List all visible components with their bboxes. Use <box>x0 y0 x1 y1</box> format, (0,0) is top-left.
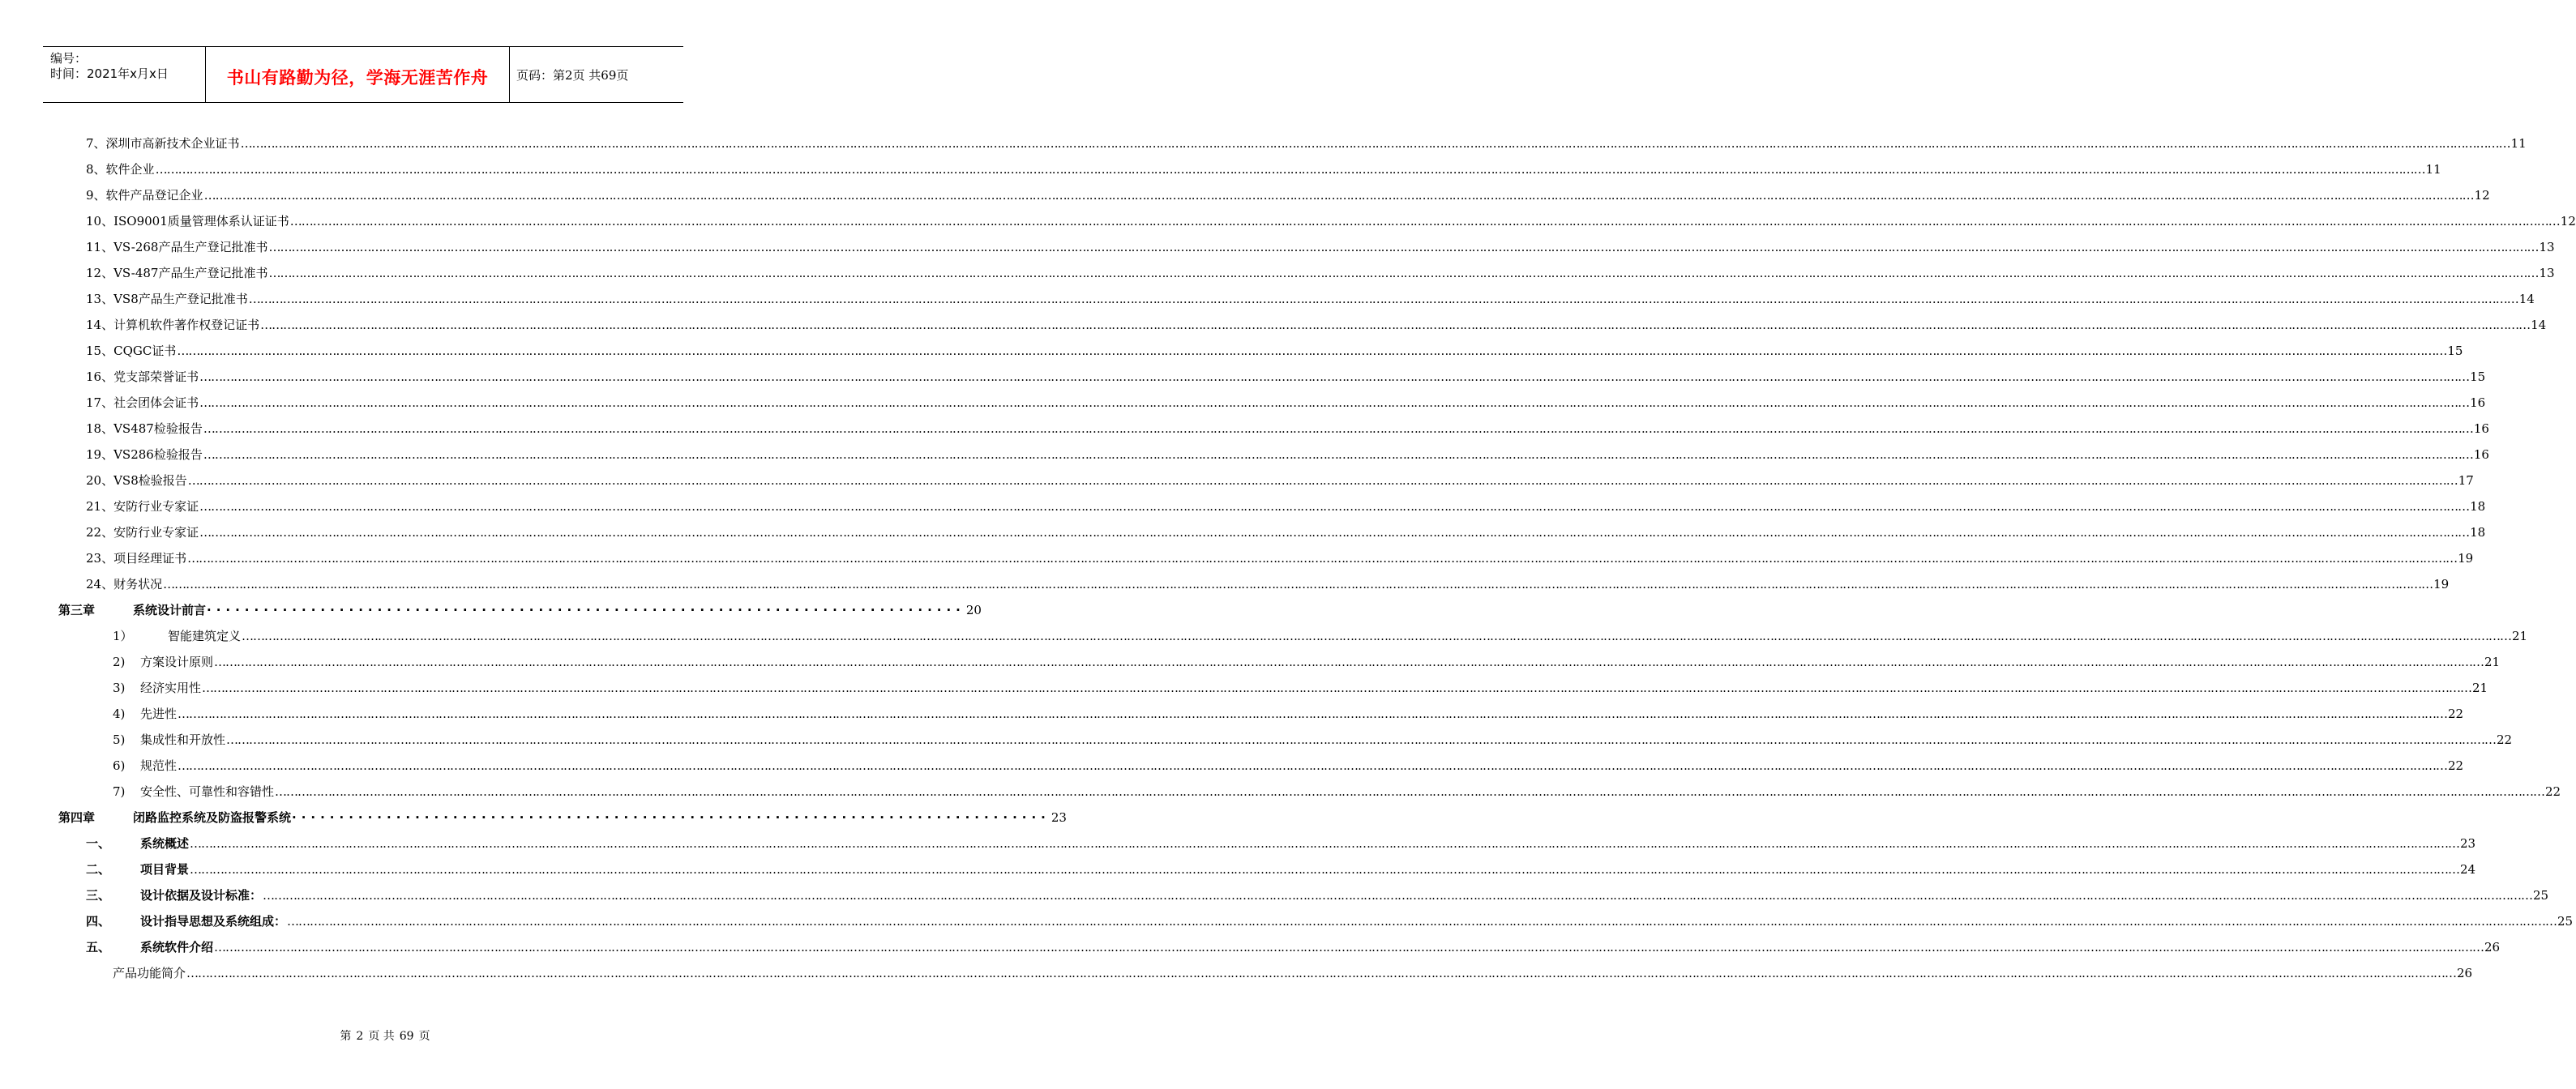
toc-entry-label: 设计依据及设计标准： <box>140 888 263 903</box>
toc-entry-number: 五、 <box>86 940 111 954</box>
toc-entry-label: 智能建筑定义 <box>168 629 242 643</box>
toc-entry-label: 计算机软件著作权登记证书 <box>113 318 260 332</box>
toc-entry[interactable] <box>113 705 2464 723</box>
toc-entry[interactable] <box>86 912 2574 930</box>
toc-leader-dots: …………………………………………………………………………………………………………………………………………………………………………………………………………………………………………………………………………………………………………………………………………………………………………………………………………………………………………………………………………………………………………………………………………………… <box>240 136 2510 151</box>
toc-page-number: 21 <box>2472 681 2488 695</box>
toc-leader-dots: …………………………………………………………………………………………………………………………………………………………………………………………………………………………………………………………………………………………………………………………………………………………………………………………………………………………………………………………………………………………………………………………………………………… <box>190 862 2460 877</box>
toc-entry-number: 1） <box>113 629 133 643</box>
toc-entry[interactable] <box>113 731 2513 749</box>
toc-entry-number: 一、 <box>86 836 111 851</box>
toc-entry-label: 系统设计前言 <box>133 603 207 617</box>
toc-entry-number: 22、 <box>86 525 114 540</box>
toc-entry-number: 19、 <box>86 447 114 462</box>
toc-entry-label: 先进性 <box>140 707 178 721</box>
toc-leader-dots: …………………………………………………………………………………………………………………………………………………………………………………………………………………………………………………………………………………………………………………………………………………………………………………………………………………………………………………………………………………………………………………………………………………… <box>178 707 2448 721</box>
toc-entry-label: 党支部荣誉证书 <box>113 369 199 384</box>
toc-entry-label: 社会团体会证书 <box>113 395 199 410</box>
toc-entry-number: 第三章 <box>58 603 96 617</box>
toc-leader-dots: …………………………………………………………………………………………………………………………………………………………………………………………………………………………………………………………………………………………………………………………………………………………………………………………………………………………………………………………………………………………………………………………………………………… <box>214 940 2484 954</box>
toc-leader-dots: …………………………………………………………………………………………………………………………………………………………………………………………………………………………………………………………………………………………………………………………………………………………………………………………………………………………………………………………………………………………………………………………………………………… <box>190 836 2460 851</box>
toc-page-number: 13 <box>2539 266 2555 280</box>
toc-entry-label: 软件产品登记企业 <box>105 188 203 203</box>
toc-leader-dots: …………………………………………………………………………………………………………………………………………………………………………………………………………………………………………………………………………………………………………………………………………………………………………………………………………………………………………………………………………………………………………………………………………………… <box>178 758 2448 773</box>
toc-entry[interactable] <box>86 290 2535 308</box>
toc-entry[interactable] <box>86 212 2576 230</box>
toc-entry-number: 24、 <box>86 577 114 591</box>
toc-entry[interactable] <box>113 653 2501 671</box>
toc-page-number: 21 <box>2484 655 2501 669</box>
toc-leader-dots: …………………………………………………………………………………………………………………………………………………………………………………………………………………………………………………………………………………………………………………………………………………………………………………………………………………………………………………………………………………………………………………………………………………… <box>202 681 2472 695</box>
toc-leader-dots: …………………………………………………………………………………………………………………………………………………………………………………………………………………………………………………………………………………………………………………………………………………………………………………………………………………………………………………………………………………………………………………………………………………… <box>263 888 2533 903</box>
toc-page-number: 26 <box>2484 940 2501 954</box>
footer-prefix: 第 <box>340 1030 352 1043</box>
toc-entry-label: 方案设计原则 <box>140 655 214 669</box>
toc-leader-dots: …………………………………………………………………………………………………………………………………………………………………………………………………………………………………………………………………………………………………………………………………………………………………………………………………………………………………………………………………………………………………………………………………………………… <box>203 188 2474 203</box>
toc-entry-label: 经济实用性 <box>140 681 202 695</box>
toc-entry-label: 集成性和开放性 <box>140 732 226 747</box>
toc-page-number: 22 <box>2448 707 2464 721</box>
toc-entry-number: 第四章 <box>58 810 96 825</box>
toc-entry-label: VS487检验报告 <box>113 421 203 436</box>
toc-entry[interactable] <box>86 835 2476 852</box>
toc-entry[interactable] <box>113 964 2473 982</box>
toc-page-number: 26 <box>2457 966 2473 980</box>
toc-page-number: 18 <box>2470 525 2486 540</box>
toc-page-number: 19 <box>2458 551 2474 566</box>
toc-leader-dots: …………………………………………………………………………………………………………………………………………………………………………………………………………………………………………………………………………………………………………………………………………………………………………………………………………………………………………………………………………………………………………………………………………………… <box>199 525 2470 540</box>
footer-suffix: 页 <box>418 1030 430 1043</box>
document-code-label: 编号： <box>50 51 88 66</box>
toc-entry-number: 3) <box>113 681 126 695</box>
toc-page-number: 18 <box>2470 499 2486 514</box>
toc-entry-number: 21、 <box>86 499 114 514</box>
toc-page-number: 20 <box>965 603 982 617</box>
toc-entry[interactable] <box>86 861 2476 878</box>
toc-page-number: 16 <box>2470 395 2486 410</box>
toc-entry-label: 系统软件介绍 <box>140 940 214 954</box>
toc-entry[interactable] <box>113 757 2464 775</box>
toc-page-number: 19 <box>2433 577 2450 591</box>
toc-chapter[interactable] <box>58 809 1067 826</box>
toc-entry-label: 项目背景 <box>140 862 190 877</box>
toc-entry-label: VS8产品生产登记批准书 <box>113 292 248 306</box>
toc-entry-label: 安防行业专家证 <box>113 525 199 540</box>
toc-entry[interactable] <box>86 938 2501 956</box>
toc-entry-number: 17、 <box>86 395 114 410</box>
toc-entry-label: 深圳市高新技术企业证书 <box>105 136 240 151</box>
toc-page-number: 14 <box>2531 318 2547 332</box>
toc-entry[interactable] <box>86 135 2527 152</box>
toc-page-number: 17 <box>2458 473 2474 488</box>
toc-entry[interactable] <box>113 783 2561 801</box>
toc-entry-label: 安防行业专家证 <box>113 499 199 514</box>
toc-entry-number: 5) <box>113 732 126 747</box>
toc-page-number: 25 <box>2557 914 2574 929</box>
toc-leader-dots: ················································································ <box>292 810 1051 825</box>
toc-entry[interactable] <box>86 420 2489 438</box>
toc-page-number: 15 <box>2447 344 2463 358</box>
toc-page-number: 12 <box>2474 188 2490 203</box>
header-info-cell <box>43 47 205 102</box>
toc-page-number: 22 <box>2545 784 2561 799</box>
toc-page-number: 16 <box>2473 421 2489 436</box>
toc-leader-dots: …………………………………………………………………………………………………………………………………………………………………………………………………………………………………………………………………………………………………………………………………………………………………………………………………………………………………………………………………………………………………………………………………………………… <box>155 162 2425 177</box>
toc-entry[interactable] <box>113 627 2528 645</box>
toc-entry-label: 系统概述 <box>140 836 190 851</box>
footer-page-number: 2 <box>356 1030 364 1043</box>
toc-entry[interactable] <box>86 886 2549 904</box>
toc-leader-dots: …………………………………………………………………………………………………………………………………………………………………………………………………………………………………………………………………………………………………………………………………………………………………………………………………………………………………………………………………………………………………………………………………………………… <box>242 629 2512 643</box>
toc-entry[interactable] <box>86 549 2474 567</box>
toc-entry[interactable] <box>86 238 2555 256</box>
toc-leader-dots: ················································································ <box>207 603 965 617</box>
toc-entry-number: 8、 <box>86 162 106 177</box>
toc-entry[interactable] <box>86 472 2474 489</box>
toc-page-number: 14 <box>2518 292 2535 306</box>
toc-leader-dots: …………………………………………………………………………………………………………………………………………………………………………………………………………………………………………………………………………………………………………………………………………………………………………………………………………………………………………………………………………………………………………………………………………………… <box>199 395 2470 410</box>
header-page-number: 页码：第2页 共69页 <box>516 68 629 83</box>
toc-entry-number: 二、 <box>86 862 111 877</box>
toc-page-number: 22 <box>2497 732 2513 747</box>
toc-entry-number: 2) <box>113 655 126 669</box>
toc-leader-dots: …………………………………………………………………………………………………………………………………………………………………………………………………………………………………………………………………………………………………………………………………………………………………………………………………………………………………………………………………………………………………………………………………………………… <box>199 499 2470 514</box>
toc-leader-dots: …………………………………………………………………………………………………………………………………………………………………………………………………………………………………………………………………………………………………………………………………………………………………………………………………………………………………………………………………………………………………………………………………………………… <box>199 369 2470 384</box>
toc-entry-number: 13、 <box>86 292 114 306</box>
toc-chapter[interactable] <box>58 601 982 619</box>
toc-entry-number: 14、 <box>86 318 114 332</box>
toc-leader-dots: …………………………………………………………………………………………………………………………………………………………………………………………………………………………………………………………………………………………………………………………………………………………………………………………………………………………………………………………………………………………………………………………………………………… <box>177 344 2447 358</box>
toc-entry-label: VS-487产品生产登记批准书 <box>113 266 268 280</box>
toc-leader-dots: …………………………………………………………………………………………………………………………………………………………………………………………………………………………………………………………………………………………………………………………………………………………………………………………………………………………………………………………………………………………………………………………………………………… <box>287 914 2557 929</box>
toc-entry-label: VS-268产品生产登记批准书 <box>113 240 268 254</box>
toc-entry[interactable] <box>86 523 2486 541</box>
footer-mid: 页 共 <box>368 1030 395 1043</box>
toc-page-number: 11 <box>2510 136 2527 151</box>
toc-page-number: 15 <box>2470 369 2486 384</box>
toc-entry-label: 财务状况 <box>113 577 163 591</box>
toc-entry-label: 设计指导思想及系统组成： <box>140 914 287 929</box>
toc-page-number: 12 <box>2560 214 2576 228</box>
toc-page-number: 24 <box>2460 862 2476 877</box>
toc-entry-number: 15、 <box>86 344 114 358</box>
document-date: 时间：2021年x月x日 <box>50 66 169 81</box>
toc-leader-dots: …………………………………………………………………………………………………………………………………………………………………………………………………………………………………………………………………………………………………………………………………………………………………………………………………………………………………………………………………………………………………………………………………………………… <box>268 240 2539 254</box>
footer-total-pages: 69 <box>399 1030 414 1043</box>
toc-entry[interactable] <box>86 160 2441 178</box>
toc-entry-number: 11、 <box>86 240 114 254</box>
toc-entry-number: 四、 <box>86 914 111 929</box>
toc-page-number: 23 <box>1051 810 1067 825</box>
toc-entry[interactable] <box>86 264 2555 282</box>
toc-entry-label: VS286检验报告 <box>113 447 203 462</box>
toc-entry-label: 产品功能简介 <box>113 966 186 980</box>
toc-entry-label: 闭路监控系统及防盗报警系统 <box>133 810 292 825</box>
toc-entry[interactable] <box>86 186 2490 204</box>
header-motto: 书山有路勤为径，学海无涯苦作舟 <box>226 68 489 88</box>
document-header <box>43 46 683 103</box>
toc-entry-number: 6) <box>113 758 126 773</box>
toc-leader-dots: …………………………………………………………………………………………………………………………………………………………………………………………………………………………………………………………………………………………………………………………………………………………………………………………………………………………………………………………………………………………………………………………………………………… <box>203 421 2473 436</box>
toc-leader-dots: …………………………………………………………………………………………………………………………………………………………………………………………………………………………………………………………………………………………………………………………………………………………………………………………………………………………………………………………………………………………………………………………………………………… <box>203 447 2473 462</box>
toc-entry-number: 7、 <box>86 136 106 151</box>
toc-entry[interactable] <box>86 342 2463 360</box>
toc-leader-dots: …………………………………………………………………………………………………………………………………………………………………………………………………………………………………………………………………………………………………………………………………………………………………………………………………………………………………………………………………………………………………………………………………………………… <box>187 551 2458 566</box>
toc-leader-dots: …………………………………………………………………………………………………………………………………………………………………………………………………………………………………………………………………………………………………………………………………………………………………………………………………………………………………………………………………………………………………………………………………………………… <box>187 473 2458 488</box>
toc-entry-number: 7) <box>113 784 126 799</box>
toc-entry-number: 4) <box>113 707 126 721</box>
toc-entry[interactable] <box>86 575 2450 593</box>
toc-page-number: 16 <box>2473 447 2489 462</box>
toc-entry-label: 规范性 <box>140 758 178 773</box>
toc-page-number: 11 <box>2425 162 2441 177</box>
toc-page-number: 13 <box>2539 240 2555 254</box>
toc-leader-dots: …………………………………………………………………………………………………………………………………………………………………………………………………………………………………………………………………………………………………………………………………………………………………………………………………………………………………………………………………………………………………………………………………………………… <box>226 732 2497 747</box>
toc-entry-number: 9、 <box>86 188 106 203</box>
toc-entry[interactable] <box>86 394 2486 412</box>
toc-entry-number: 23、 <box>86 551 114 566</box>
toc-entry-number: 18、 <box>86 421 114 436</box>
toc-leader-dots: …………………………………………………………………………………………………………………………………………………………………………………………………………………………………………………………………………………………………………………………………………………………………………………………………………………………………………………………………………………………………………………………………………………… <box>186 966 2457 980</box>
toc-leader-dots: …………………………………………………………………………………………………………………………………………………………………………………………………………………………………………………………………………………………………………………………………………………………………………………………………………………………………………………………………………………………………………………………………………………… <box>289 214 2560 228</box>
toc-entry[interactable] <box>86 498 2486 515</box>
toc-page-number: 21 <box>2512 629 2528 643</box>
toc-entry-label: CQGC证书 <box>113 344 177 358</box>
toc-entry-label: 项目经理证书 <box>113 551 187 566</box>
toc-entry-label: 安全性、可靠性和容错性 <box>140 784 275 799</box>
toc-leader-dots: …………………………………………………………………………………………………………………………………………………………………………………………………………………………………………………………………………………………………………………………………………………………………………………………………………………………………………………………………………………………………………………………………………………… <box>275 784 2545 799</box>
toc-leader-dots: …………………………………………………………………………………………………………………………………………………………………………………………………………………………………………………………………………………………………………………………………………………………………………………………………………………………………………………………………………………………………………………………………………………… <box>214 655 2484 669</box>
page-footer <box>0 1027 770 1044</box>
toc-entry-number: 12、 <box>86 266 114 280</box>
toc-leader-dots: …………………………………………………………………………………………………………………………………………………………………………………………………………………………………………………………………………………………………………………………………………………………………………………………………………………………………………………………………………………………………………………………………………………… <box>260 318 2531 332</box>
toc-leader-dots: …………………………………………………………………………………………………………………………………………………………………………………………………………………………………………………………………………………………………………………………………………………………………………………………………………………………………………………………………………………………………………………………………………………… <box>248 292 2518 306</box>
toc-entry-number: 16、 <box>86 369 114 384</box>
toc-entry-number: 10、 <box>86 214 114 228</box>
toc-leader-dots: …………………………………………………………………………………………………………………………………………………………………………………………………………………………………………………………………………………………………………………………………………………………………………………………………………………………………………………………………………………………………………………………………………………… <box>163 577 2433 591</box>
toc-leader-dots: …………………………………………………………………………………………………………………………………………………………………………………………………………………………………………………………………………………………………………………………………………………………………………………………………………………………………………………………………………………………………………………………………………………… <box>268 266 2539 280</box>
toc-page-number: 22 <box>2448 758 2464 773</box>
toc-page-number: 25 <box>2533 888 2549 903</box>
toc-entry-number: 三、 <box>86 888 111 903</box>
header-motto-cell <box>205 47 510 102</box>
toc-entry-label: 软件企业 <box>105 162 155 177</box>
toc-entry-label: ISO9001质量管理体系认证证书 <box>113 214 289 228</box>
toc-entry-label: VS8检验报告 <box>113 473 187 488</box>
toc-page-number: 23 <box>2460 836 2476 851</box>
toc-entry[interactable] <box>86 316 2547 334</box>
toc-entry[interactable] <box>113 679 2488 697</box>
toc-entry[interactable] <box>86 446 2489 463</box>
toc-entry-number: 20、 <box>86 473 114 488</box>
header-page-cell <box>509 47 683 102</box>
toc-entry[interactable] <box>86 368 2486 386</box>
